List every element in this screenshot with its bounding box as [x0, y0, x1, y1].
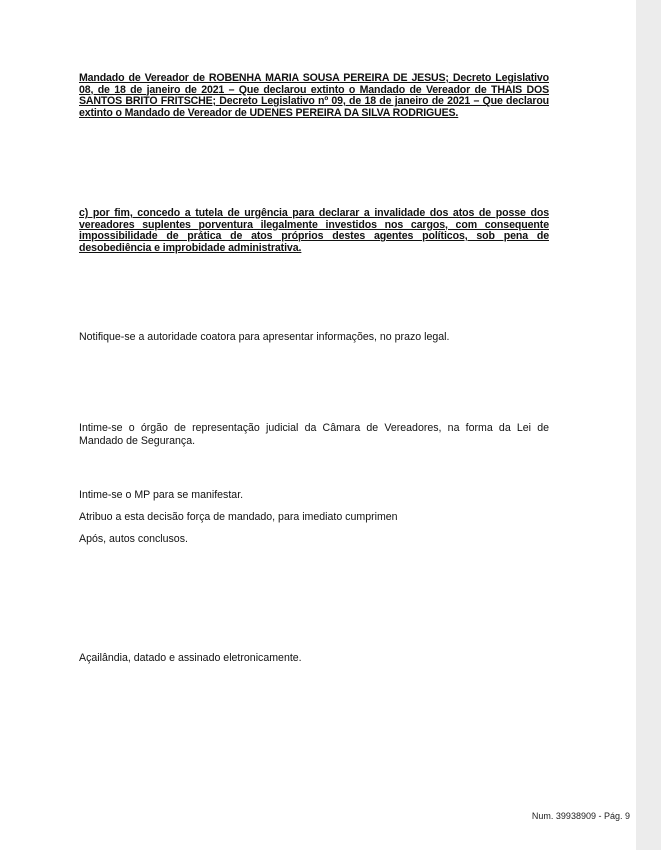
notify-authority-paragraph: Notifique-se a autoridade coatora para apresentar informações, no prazo legal.: [79, 331, 450, 343]
conclusion-paragraph: Após, autos conclusos.: [79, 533, 188, 545]
summon-mp-paragraph: Intime-se o MP para se manifestar.: [79, 489, 244, 501]
decree-list-paragraph: Mandado de Vereador de ROBENHA MARIA SOUSA PEREIRA DE JESUS; Decreto Legislativo 08, de 18 de janeiro de 2021 – Que declarou extinto o Mandado de Vereador de THAIS DOS SANTOS BRITO FRITSCHE; Decreto Legislativo nº 09, de 18 de janeiro de 2021 – Que declarou extinto o Mandado de Vereador de UDENES PEREIRA DA SILVA RODRIGUES.: [79, 72, 549, 119]
viewer-background-strip: [636, 0, 661, 850]
urgency-injunction-paragraph: c) por fim, concedo a tutela de urgência para declarar a invalidade dos atos de posse dos vereadores suplentes porventura ilegalmente investidos nos cargos, com consequente impossibilidade de prática de atos próprios destes agentes políticos, sob pena de desobediência e improbidade administrativa.: [79, 207, 549, 254]
summon-council-paragraph: Intime-se o órgão de representação judicial da Câmara de Vereadores, na forma da Lei de Mandado de Segurança.: [79, 422, 549, 447]
mandate-force-paragraph: Atribuo a esta decisão força de mandado, para imediato cumprimen: [79, 511, 398, 523]
signature-line: Açailândia, datado e assinado eletronicamente.: [79, 652, 302, 664]
page-number-footer: Num. 39938909 - Pág. 9: [531, 811, 630, 821]
